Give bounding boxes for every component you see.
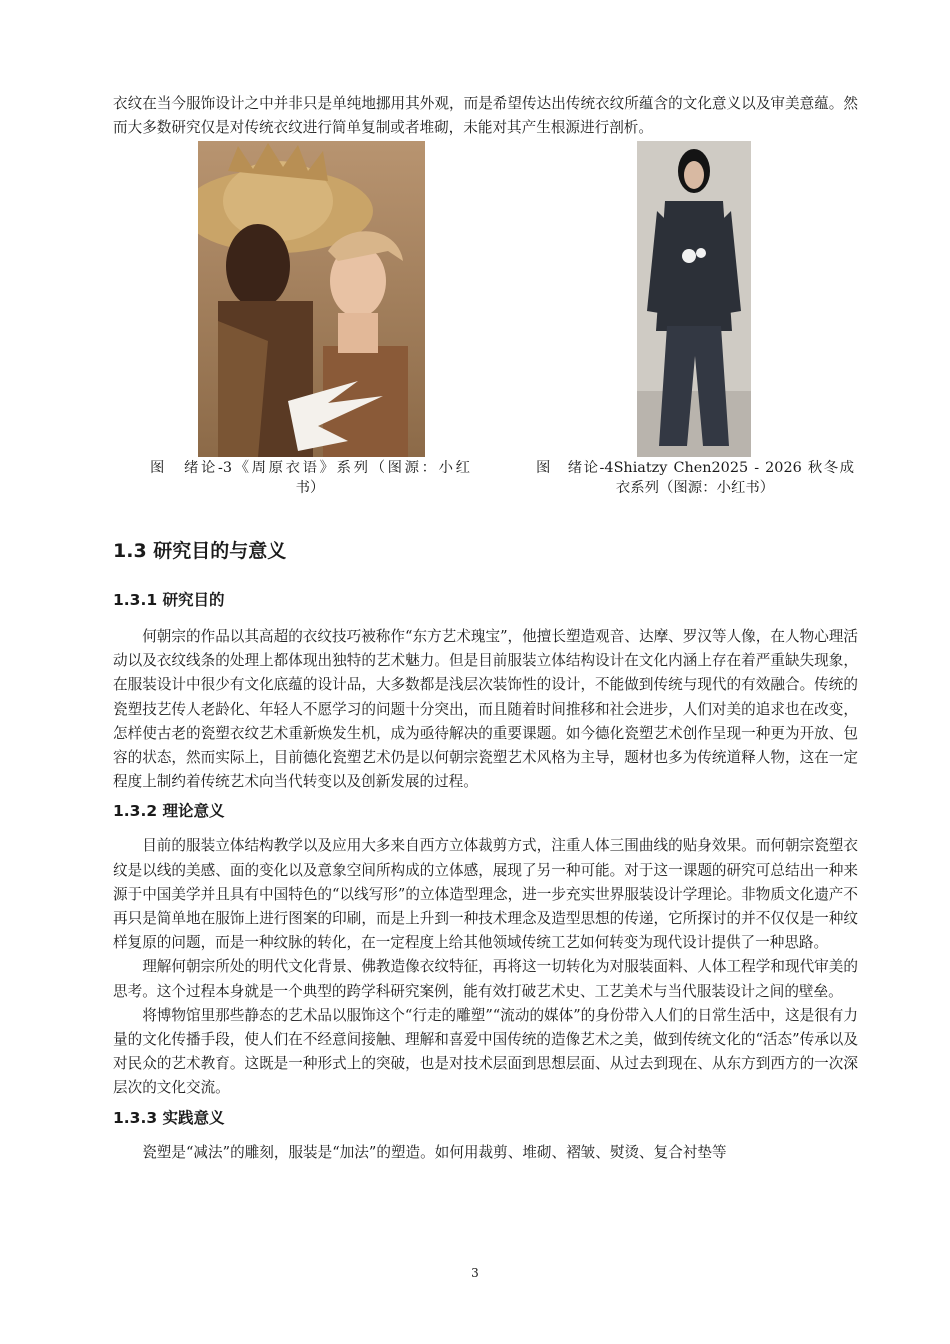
section-heading-1-3: 1.3 研究目的与意义 <box>113 540 287 562</box>
section-body <box>113 585 858 1165</box>
figure-3-image <box>198 141 425 457</box>
figure-3-caption-line2: 书） <box>295 480 325 496</box>
paragraph-research-purpose: 何朝宗的作品以其高超的衣纹技巧被称作“东方艺术瑰宝”，他擅长塑造观音、达摩、罗汉等人像，在人物心理活动以及衣纹线条的处理上都体现出独特的艺术魅力。但是目前服装立体结构设计在文化内涵上存在着严重缺失现象，在服装设计中很少有文化底蕴的设计品，大多数都是浅层次装饰性的设计，不能做到传统与现代的有效融合。传统的瓷塑技艺传人老龄化、年轻人不愿学习的问题十分突出，而且随着时间推移和社会进步，人们对美的追求也在改变，怎样使古老的瓷塑衣纹艺术重新焕发生机，成为亟待解决的重要课题。如今德化瓷塑艺术创作呈现一种更为开放、包容的状态，然而实际上，目前德化瓷塑艺术仍是以何朝宗瓷塑艺术风格为主导，题材也多为传统道释人物，这在一定程度上制约着传统艺术向当代转变以及创新发展的过程。 <box>113 628 858 791</box>
subsection-heading-1-3-3: 1.3.3 实践意义 <box>113 1108 225 1127</box>
intro-paragraph: 衣纹在当今服饰设计之中并非只是单纯地挪用其外观，而是希望传达出传统衣纹所蕴含的文化意义以及审美意蕴。然而大多数研究仅是对传统衣纹进行简单复制或者堆砌，未能对其产生根源进行剖析。 <box>113 95 858 137</box>
runway-photo-suit <box>637 141 751 457</box>
paragraph-practice-1: 瓷塑是“减法”的雕刻，服装是“加法”的塑造。如何用裁剪、堆砌、褶皱、熨烫、复合衬垫等 <box>142 1143 727 1161</box>
figure-4-image <box>637 141 751 457</box>
figure-4-caption-line1: 图 绪论-4Shiatzy Chen2025 - 2026 秋冬成 <box>536 460 854 476</box>
subsection-heading-1-3-1: 1.3.1 研究目的 <box>113 591 225 609</box>
intro-block <box>113 92 858 140</box>
figure-3-caption-line1: 图 绪论-3《周原衣语》系列（图源：小红 <box>150 460 470 476</box>
subsection-heading-1-3-2: 1.3.2 理论意义 <box>113 802 225 821</box>
paragraph-theory-1: 目前的服装立体结构教学以及应用大多来自西方立体裁剪方式，注重人体三围曲线的贴身效果。而何朝宗瓷塑衣纹是以线的美感、面的变化以及意象空间所构成的立体感，展现了另一种可能。对于这一课题的研究可总结出一种来源于中国美学并且具有中国特色的“以线写形”的立体造型理念，进一步充实世界服装设计学理论。非物质文化遗产不再只是简单地在服饰上进行图案的印刷，而是上升到一种技术理念及造型思想的传递，它所探讨的并不仅仅是一种纹样复原的问题，而是一种纹脉的转化，在一定程度上给其他领域传统工艺如何转变为现代设计提供了一种思路。 <box>113 837 858 952</box>
figure-3-caption <box>150 458 470 498</box>
fashion-photo-straw-hat <box>198 141 425 457</box>
paragraph-theory-2: 理解何朝宗所处的明代文化背景、佛教造像衣纹特征，再将这一切转化为对服装面料、人体工程学和现代审美的思考。这个过程本身就是一个典型的跨学科研究案例，能有效打破艺术史、工艺美术与当代服装设计之间的壁垒。 <box>113 958 858 1000</box>
page-number: 3 <box>471 1266 479 1280</box>
figure-4-caption-line2: 衣系列（图源：小红书） <box>615 480 775 496</box>
paragraph-theory-3: 将博物馆里那些静态的艺术品以服饰这个“行走的雕塑”“流动的媒体”的身份带入人们的日常生活中，这是很有力量的文化传播手段，使人们在不经意间接触、理解和喜爱中国传统的造像艺术之美，做到传统文化的“活态”传承以及对民众的艺术教育。这既是一种形式上的突破，也是对技术层面到思想层面、从过去到现在、从东方到西方的一次深层次的文化交流。 <box>113 1006 858 1097</box>
figure-4-caption <box>536 458 854 498</box>
